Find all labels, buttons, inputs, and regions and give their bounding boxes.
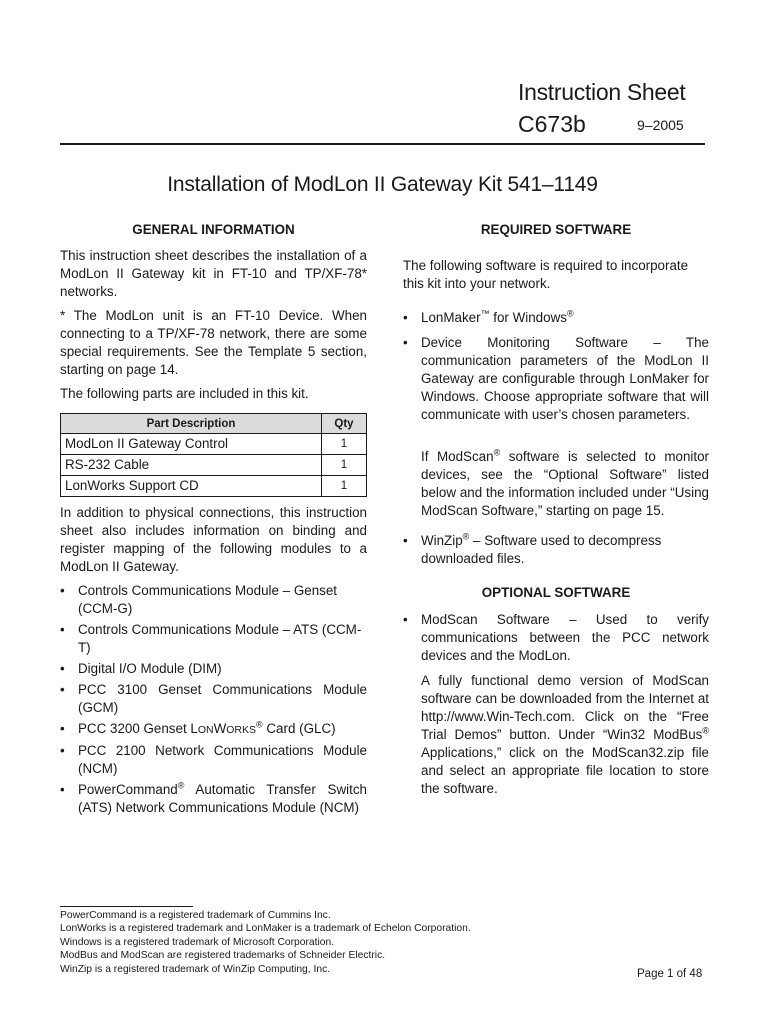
list-item: • Controls Communications Module – Genset (CCM-G) [60,582,367,618]
table-header-row [61,414,367,434]
modscan-note [421,448,709,520]
lonworks-l: L [190,721,198,736]
part-description: LonWorks Support CD [61,476,322,497]
sheet-date: 9–2005 [637,117,684,133]
table-row [61,476,367,497]
list-item: • PCC 3100 Genset Communications Module (GCM) [60,681,367,717]
required-intro: The following software is required to incorporate this kit into your network. [403,258,689,291]
trademark-mark: ™ [480,308,490,319]
footnote-rule [60,906,193,907]
table-row [61,434,367,455]
part-qty: 1 [322,455,367,476]
optional-software-heading: OPTIONAL SOFTWARE [481,585,631,600]
general-info-heading: GENERAL INFORMATION [132,222,295,237]
part-qty: 1 [322,476,367,497]
list-item [403,611,709,798]
glc-prefix: PCC 3200 Genset [78,721,191,736]
winzip-rest: – Software used to decompress downloaded files. [421,533,662,566]
part-qty: 1 [322,434,367,455]
demo-text [421,672,709,798]
footnote: Windows is a registered trademark of Microsoft Corporation. [60,936,335,948]
list-item: • PCC 2100 Network Communications Module (NCM) [60,742,367,778]
header-rule [60,143,705,145]
physical-connections-paragraph: In addition to physical connections, this instruction sheet also includes information on binding and register mapping of the following modules to a ModLon II Gateway. [60,505,367,574]
intro-paragraph: This instruction sheet describes the installation of a ModLon II Gateway kit in FT-10 and TP/XF-78* networks. [60,248,367,299]
left-column [60,221,367,817]
registered-mark: ® [566,308,574,319]
footnote: LonWorks is a registered trademark and LonMaker is a trademark of Echelon Corporation. [60,923,471,935]
registered-mark: ® [256,719,263,730]
registered-mark: ® [702,725,709,736]
required-software-heading: REQUIRED SOFTWARE [480,222,632,237]
footnotes [60,909,471,976]
modscan-note-a: If ModScan [421,449,494,464]
part-description: RS-232 Cable [61,455,322,476]
parts-table [60,413,367,497]
demo-text-b: Applications,” click on the ModScan32.zip file and select an appropriate file location to store the software. [421,745,709,796]
modscan-text: • ModScan Software – Used to verify communications between the PCC network devices and the ModLon. [421,612,709,663]
column-header-qty: Qty [322,414,367,434]
ft10-note: * The ModLon unit is an FT-10 Device. When connecting to a TP/XF-78 network, there are some special requirements. See the Template 5 section, starting on page 14. [60,308,367,377]
column-header-description: Part Description [61,414,322,434]
sheet-title: Instruction Sheet [518,79,686,105]
glc-suffix: Card (GLC) [262,721,336,736]
lonmaker-rest: for Windows [489,310,567,325]
powercommand-rest: Automatic Transfer Switch (ATS) Network Communications Module (NCM) [78,782,367,815]
modscan-note-b: software is selected to monitor devices, see the “Optional Software” listed below and the information included under “Using ModScan Software,” starting on page 15. [421,449,709,518]
list-item [403,532,709,568]
powercommand-name: PowerCommand [78,782,178,797]
footnote: WinZip is a registered trademark of WinZip Computing, Inc. [60,963,331,975]
right-column [403,221,709,798]
part-description: ModLon II Gateway Control [61,434,322,455]
list-item: • Controls Communications Module – ATS (CCM-T) [60,621,367,657]
registered-mark: ® [462,531,470,542]
list-item [60,720,367,739]
lonworks-on: ON [197,724,214,736]
winzip-name: WinZip [421,533,463,548]
parts-intro: The following parts are included in this kit. [60,386,309,401]
footnote: ModBus and ModScan are registered trademarks of Schneider Electric. [60,950,386,962]
list-item: • Digital I/O Module (DIM) [60,660,367,678]
optional-software-list [403,611,709,798]
document-title: Installation of ModLon II Gateway Kit 541–1149 [167,173,598,196]
registered-mark: ® [493,447,501,458]
list-item [403,334,709,520]
footnote: PowerCommand is a registered trademark of Cummins Inc. [60,910,331,921]
registered-mark: ® [177,780,185,791]
lonworks-w: W [213,721,227,736]
list-item [403,309,709,327]
lonmaker-name: LonMaker [421,310,481,325]
lonworks-orks: ORKS [226,724,257,736]
device-monitoring-text: • Device Monitoring Software – The communication parameters of the ModLon II Gateway are configurable through LonMaker for Windows. Choose appropriate software that will communicate with user’s chosen parameters. [421,335,709,422]
required-software-list [403,309,709,568]
list-item [60,781,367,817]
demo-text-a: A fully functional demo version of ModScan software can be downloaded from the Internet at http://www.Win-Tech.com. Click on the “Free Trial Demos” button. Under “Win32 ModBus [421,673,709,742]
sheet-code: C673b [518,111,586,137]
page-number: Page 1 of 48 [637,968,703,980]
table-row [61,455,367,476]
modules-list [60,582,367,817]
